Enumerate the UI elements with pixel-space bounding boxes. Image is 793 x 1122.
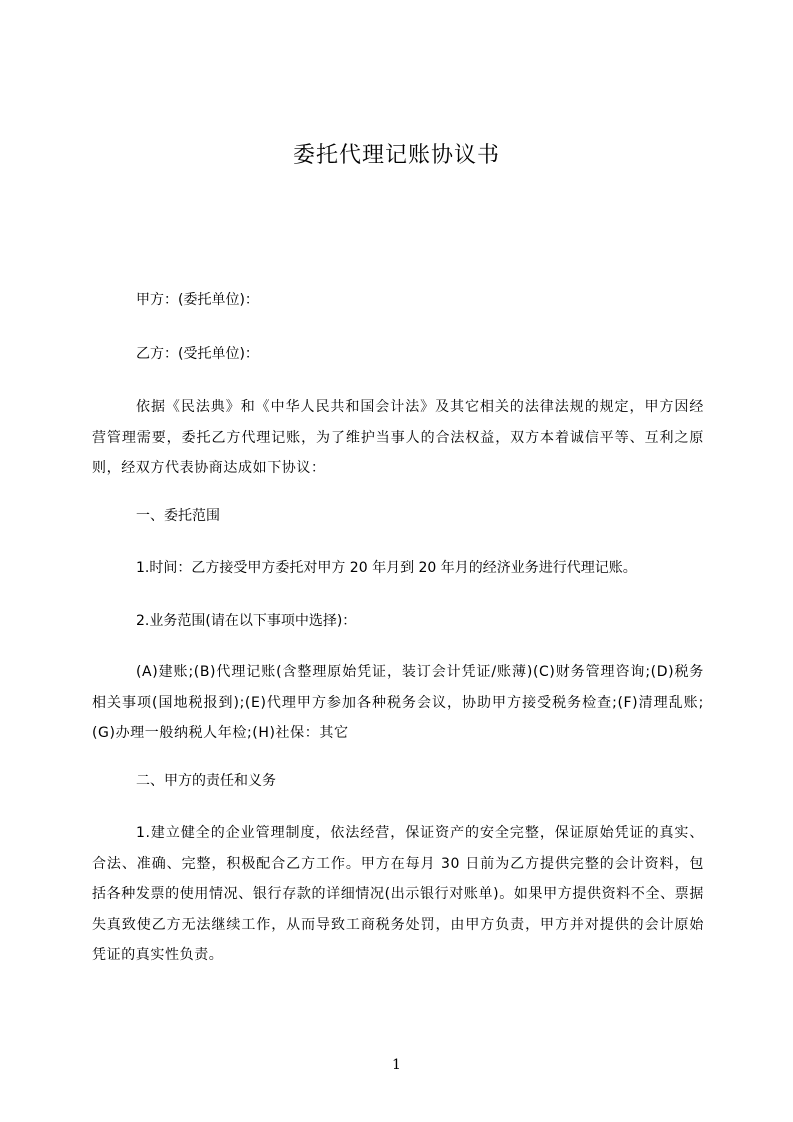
party-a-line: 甲方：(委托单位)： [136, 292, 259, 308]
preamble-paragraph: 依据《民法典》和《中华人民共和国会计法》及其它相关的法律法规的规定，甲方因经营管理需要，委托乙方代理记账，为了维护当事人的合法权益，双方本着诚信平等、互利之原则，经双方代表协商达成如下协议： [92, 399, 704, 476]
clause-2-1-paragraph: 1.建立健全的企业管理制度，依法经营，保证资产的安全完整，保证原始凭证的真实、合法、准确、完整，积极配合乙方工作。甲方在每月 30 日前为乙方提供完整的会计资料，包括各种发票的使用情况、银行存款的详细情况(出示银行对账单)。如果甲方提供资料不全、票据失真致使乙方无法继续工作，从而导致工商税务处罚，由甲方负责，甲方并对提供的会计原始凭证的真实性负责。 [92, 825, 704, 963]
section-1-heading: 一、委托范围 [136, 508, 220, 524]
clause-1-1-time: 1.时间：乙方接受甲方委托对甲方 20 年月到 20 年月的经济业务进行代理记账。 [136, 560, 637, 576]
page-number: 1 [392, 1057, 401, 1073]
clause-1-2-scope: 2.业务范围(请在以下事项中选择)： [136, 613, 357, 629]
party-b-line: 乙方：(受托单位)： [136, 346, 259, 362]
scope-options-paragraph: (A)建账;(B)代理记账(含整理原始凭证，装订会计凭证/账薄)(C)财务管理咨询;(D)税务相关事项(国地税报到);(E)代理甲方参加各种税务会议，协助甲方接受税务检查;(F)清理乱账;(G)办理一般纳税人年检;(H)社保：其它 [92, 664, 704, 741]
section-2-heading: 二、甲方的责任和义务 [136, 773, 276, 789]
document-title: 委托代理记账协议书 [292, 143, 500, 168]
